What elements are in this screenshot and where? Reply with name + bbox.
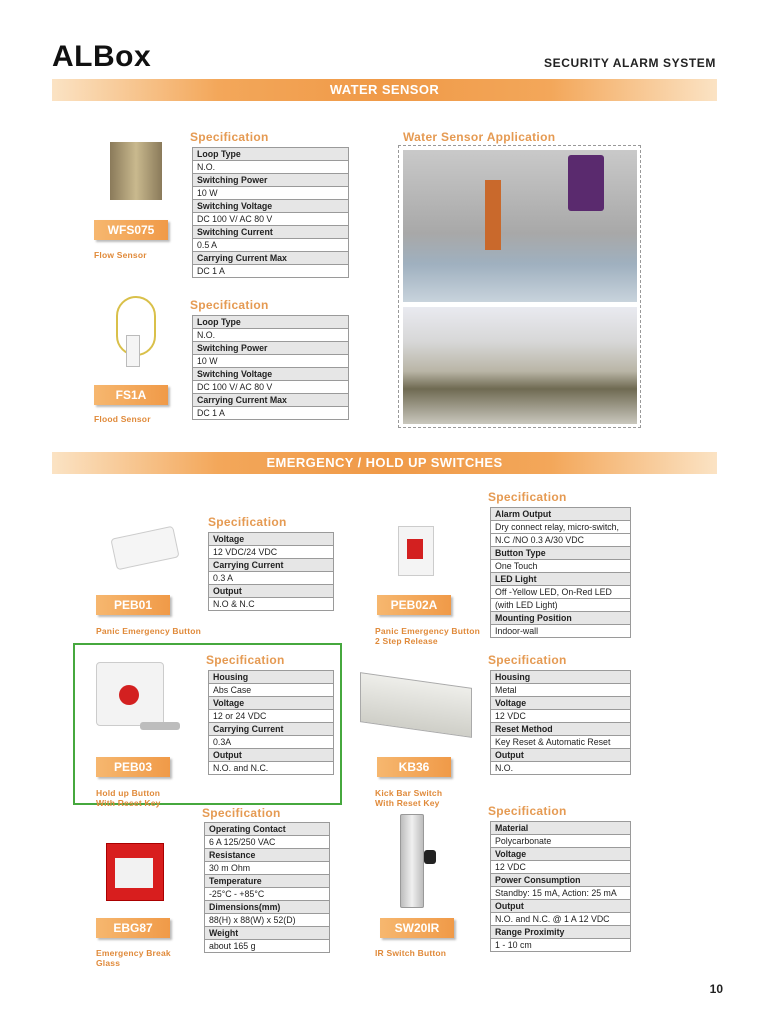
- spec-label: Button Type: [491, 547, 631, 560]
- model-badge-ebg87: EBG87: [96, 918, 170, 938]
- spec-label: Voltage: [491, 848, 631, 861]
- spec-label: Temperature: [205, 875, 330, 888]
- ir-switch-plate-image: [400, 814, 424, 908]
- caption-peb02a: Panic Emergency Button: [375, 626, 481, 636]
- spec-title-kb36: Specification: [488, 653, 567, 667]
- glass-panel-image: [115, 858, 153, 888]
- caption-ebg87: Emergency Break: [96, 948, 171, 958]
- ir-sensor-image: [424, 850, 436, 864]
- spec-value: Polycarbonate: [491, 835, 631, 848]
- spec-value: Indoor-wall: [491, 625, 631, 638]
- section-header-water-sensor: WATER SENSOR: [52, 79, 717, 101]
- spec-label: Carrying Current: [209, 723, 334, 736]
- spec-title-peb01: Specification: [208, 515, 287, 529]
- spec-value: 0.3A: [209, 736, 334, 749]
- model-badge-fs1a: FS1A: [94, 385, 168, 405]
- spec-label: Carrying Current: [209, 559, 334, 572]
- spec-value: N.O. and N.C.: [209, 762, 334, 775]
- spec-table-fs1a: [192, 315, 349, 420]
- spec-title-peb02a: Specification: [488, 490, 567, 504]
- spec-label: Carrying Current Max: [193, 394, 349, 407]
- spec-value: N.O.: [193, 329, 349, 342]
- spec-value: 12 VDC: [491, 710, 631, 723]
- spec-label: Reset Method: [491, 723, 631, 736]
- spec-value: Abs Case: [209, 684, 334, 697]
- caption-peb03-line2: With Reset Key: [96, 798, 161, 808]
- caption-kb36-line2: With Reset Key: [375, 798, 440, 808]
- kick-bar-switch-image: [360, 672, 472, 738]
- spec-value: Dry connect relay, micro-switch,: [491, 521, 631, 534]
- caption-peb02a-line2: 2 Step Release: [375, 636, 438, 646]
- spec-value: N.C /NO 0.3 A/30 VDC: [491, 534, 631, 547]
- spec-label: Range Proximity: [491, 926, 631, 939]
- spec-label: Output: [209, 749, 334, 762]
- red-button-image: [119, 685, 139, 705]
- caption-peb01: Panic Emergency Button: [96, 626, 202, 636]
- spec-label: Output: [491, 900, 631, 913]
- alarm-panel-image: [568, 155, 604, 211]
- spec-table-peb01: [208, 532, 334, 611]
- caption-peb03: Hold up Button: [96, 788, 161, 798]
- caption-fs1a: Flood Sensor: [94, 414, 151, 424]
- spec-value: Off -Yellow LED, On-Red LED: [491, 586, 631, 599]
- spec-title-sw20ir: Specification: [488, 804, 567, 818]
- spec-label: Dimensions(mm): [205, 901, 330, 914]
- spec-title-ebg87: Specification: [202, 806, 281, 820]
- model-badge-sw20ir: SW20IR: [380, 918, 454, 938]
- water-sensor-application-photo-2: [403, 307, 637, 424]
- spec-value: about 165 g: [205, 940, 330, 953]
- spec-table-peb02a: [490, 507, 631, 638]
- spec-label: Housing: [491, 671, 631, 684]
- page-tagline: SECURITY ALARM SYSTEM: [544, 56, 716, 70]
- brand-logo: ALBox: [52, 40, 152, 73]
- spec-label: Operating Contact: [205, 823, 330, 836]
- section-header-emergency: EMERGENCY / HOLD UP SWITCHES: [52, 452, 717, 474]
- spec-label: Switching Power: [193, 342, 349, 355]
- spec-label: Voltage: [491, 697, 631, 710]
- model-badge-peb01: PEB01: [96, 595, 170, 615]
- spec-value: 30 m Ohm: [205, 862, 330, 875]
- spec-label: Carrying Current Max: [193, 252, 349, 265]
- caption-ebg87-line2: Glass: [96, 958, 121, 968]
- water-sensor-application-photo-1: [403, 150, 637, 302]
- spec-title-peb03: Specification: [206, 653, 285, 667]
- spec-value: N.O.: [193, 161, 349, 174]
- spec-table-sw20ir: [490, 821, 631, 952]
- model-badge-kb36: KB36: [377, 757, 451, 777]
- spec-value: Key Reset & Automatic Reset: [491, 736, 631, 749]
- spec-value: Metal: [491, 684, 631, 697]
- spec-label: Housing: [209, 671, 334, 684]
- spec-value: (with LED Light): [491, 599, 631, 612]
- model-badge-wfs075: WFS075: [94, 220, 168, 240]
- caption-wfs075: Flow Sensor: [94, 250, 147, 260]
- caption-kb36: Kick Bar Switch: [375, 788, 443, 798]
- page-number: 10: [709, 982, 723, 996]
- spec-label: Switching Voltage: [193, 368, 349, 381]
- spec-value: 0.5 A: [193, 239, 349, 252]
- spec-label: Output: [209, 585, 334, 598]
- spec-value: 12 or 24 VDC: [209, 710, 334, 723]
- spec-label: LED Light: [491, 573, 631, 586]
- spec-value: 12 VDC: [491, 861, 631, 874]
- spec-label: Weight: [205, 927, 330, 940]
- spec-title-fs1a: Specification: [190, 298, 269, 312]
- spec-label: Resistance: [205, 849, 330, 862]
- break-glass-image: [106, 843, 164, 901]
- spec-label: Voltage: [209, 697, 334, 710]
- spec-value: 10 W: [193, 355, 349, 368]
- two-step-button-image: [398, 526, 434, 576]
- spec-value: One Touch: [491, 560, 631, 573]
- spec-value: 6 A 125/250 VAC: [205, 836, 330, 849]
- spec-label: Switching Voltage: [193, 200, 349, 213]
- caption-sw20ir: IR Switch Button: [375, 948, 447, 958]
- spec-value: DC 100 V/ AC 80 V: [193, 381, 349, 394]
- application-title: Water Sensor Application: [403, 130, 556, 144]
- spec-value: DC 1 A: [193, 265, 349, 278]
- hold-up-button-image: [96, 662, 164, 726]
- spec-title-wfs075: Specification: [190, 130, 269, 144]
- spec-value: 1 - 10 cm: [491, 939, 631, 952]
- red-button-image: [407, 539, 423, 559]
- model-badge-peb02a: PEB02A: [377, 595, 451, 615]
- panic-button-image: [110, 526, 179, 571]
- spec-value: N.O & N.C: [209, 598, 334, 611]
- reset-key-image: [140, 722, 180, 730]
- spec-value: 10 W: [193, 187, 349, 200]
- spec-value: Standby: 15 mA, Action: 25 mA: [491, 887, 631, 900]
- spec-label: Power Consumption: [491, 874, 631, 887]
- spec-value: 88(H) x 88(W) x 52(D): [205, 914, 330, 927]
- spec-value: N.O.: [491, 762, 631, 775]
- spec-value: 0.3 A: [209, 572, 334, 585]
- spec-label: Alarm Output: [491, 508, 631, 521]
- spec-label: Switching Power: [193, 174, 349, 187]
- spec-value: DC 1 A: [193, 407, 349, 420]
- spec-table-ebg87: [204, 822, 330, 953]
- spec-value: 12 VDC/24 VDC: [209, 546, 334, 559]
- spec-label: Loop Type: [193, 148, 349, 161]
- spec-label: Material: [491, 822, 631, 835]
- spec-value: -25°C - +85°C: [205, 888, 330, 901]
- spec-label: Output: [491, 749, 631, 762]
- flow-sensor-image: [110, 142, 162, 200]
- spec-label: Loop Type: [193, 316, 349, 329]
- spec-value: DC 100 V/ AC 80 V: [193, 213, 349, 226]
- model-badge-peb03: PEB03: [96, 757, 170, 777]
- spec-table-wfs075: [192, 147, 349, 278]
- spec-value: N.O. and N.C. @ 1 A 12 VDC: [491, 913, 631, 926]
- spec-label: Voltage: [209, 533, 334, 546]
- spec-table-kb36: [490, 670, 631, 775]
- spec-table-peb03: [208, 670, 334, 775]
- spec-label: Mounting Position: [491, 612, 631, 625]
- flood-sensor-image: [126, 335, 140, 367]
- spec-label: Switching Current: [193, 226, 349, 239]
- pipe-image: [485, 180, 501, 250]
